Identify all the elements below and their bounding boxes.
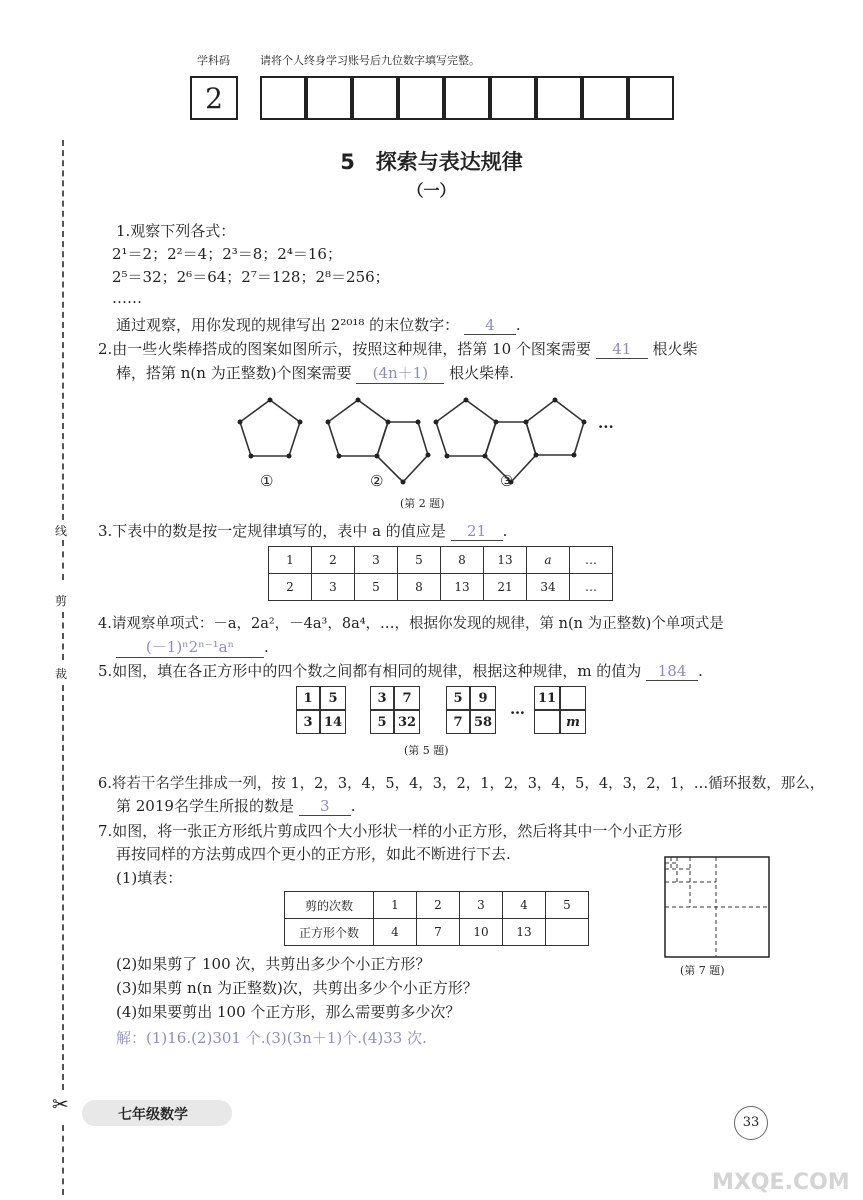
square-cell: 32 <box>394 710 420 734</box>
square-cell <box>534 710 560 734</box>
table-cell: 13 <box>441 574 484 601</box>
q2-answer2[interactable]: (4n＋1) <box>356 362 444 384</box>
table-cell: 3 <box>355 547 398 574</box>
square-cell: 9 <box>470 686 496 710</box>
q7-solution: 解：(1)16.(2)301 个.(3)(3n＋1)个.(4)33 次. <box>116 1029 427 1047</box>
table-header-cell: 1 <box>374 892 417 919</box>
digit-box[interactable] <box>260 76 306 120</box>
digit-box[interactable] <box>352 76 398 120</box>
q7-caption: (第 7 题) <box>680 964 725 977</box>
square-cell: 5 <box>370 710 394 734</box>
q5-text-end: . <box>698 662 703 680</box>
square-cell: 7 <box>394 686 420 710</box>
q2-answer1[interactable]: 41 <box>596 340 648 359</box>
margin-mark-cut: 剪 <box>55 594 68 608</box>
q2-text3: 棒，搭第 n(n 为正整数)个图案需要 <box>116 364 352 382</box>
scissors-icon: ✂ <box>52 1092 69 1116</box>
q7-sub1: (1)填表： <box>116 869 183 887</box>
digit-box[interactable] <box>444 76 490 120</box>
margin-mark-line: 线 <box>55 524 68 538</box>
square-cell: 5 <box>446 686 470 710</box>
q1-stem: 1.观察下列各式： <box>116 222 236 240</box>
table-cell: 21 <box>484 574 527 601</box>
square-cell <box>560 686 586 710</box>
q2-caption: (第 2 题) <box>400 497 445 510</box>
digit-box[interactable] <box>398 76 444 120</box>
margin-mark-trim: 裁 <box>55 667 68 681</box>
q6-text: 第 2019名学生所报的数是 <box>116 797 294 815</box>
q5-caption: (第 5 题) <box>404 744 449 757</box>
q2-text2: 根火柴 <box>652 340 698 358</box>
q7-line2: 再按同样的方法剪成四个更小的正方形，如此不断进行下去. <box>116 845 511 863</box>
matchstick-figures <box>230 380 630 485</box>
digit-box[interactable] <box>628 76 674 120</box>
square-cell: 14 <box>320 710 346 734</box>
table-cell: 8 <box>398 574 441 601</box>
q2-label-1: ① <box>260 472 274 490</box>
table-cell: 4 <box>374 919 417 946</box>
q6-answer[interactable]: 3 <box>299 797 351 816</box>
q2-text1: 2.由一些火柴棒搭成的图案如图所示，按照这种规律，搭第 10 个图案需要 <box>98 340 591 358</box>
account-instruction: 请将个人终身学习账号后九位数字填写完整。 <box>260 54 480 67</box>
q7-sub3: (3)如果剪 n(n 为正整数)次，共剪出多少个小正方形？ <box>116 979 478 997</box>
q3-stem <box>98 520 507 541</box>
q4-stem: 4.请观察单项式：－a，2a²，－4a³，8a⁴，…，根据你发现的规律，第 n(n 为正整数)个单项式是 <box>98 616 724 632</box>
table-cell: 正方形个数 <box>285 919 374 946</box>
q7-table <box>284 891 589 946</box>
square-cell: 11 <box>534 686 560 710</box>
table-cell: 13 <box>484 547 527 574</box>
q1-ask-text: 通过观察，用你发现的规律写出 2²⁰¹⁸ 的末位数字： <box>116 316 460 334</box>
pentagon-figure-3 <box>436 400 584 482</box>
q3-answer[interactable]: 21 <box>451 522 503 541</box>
footer-book-title: 七年级数学 <box>118 1107 188 1123</box>
square-cell: 3 <box>370 686 394 710</box>
table-row <box>269 574 613 601</box>
table-cell[interactable] <box>546 919 589 946</box>
q3-text: 3.下表中的数是按一定规律填写的，表中 a 的值应是 <box>98 522 446 540</box>
q5-ellipsis: … <box>510 700 525 718</box>
page-title: 5 探索与表达规律 <box>340 150 523 174</box>
q5-stem <box>98 660 703 681</box>
q6-line1: 6.将若干名学生排成一列，按 1，2，3，4，5，4，3，2，1，2，3，4，5，4，3，2，1，…循环报数，那么， <box>98 776 825 792</box>
digit-box[interactable] <box>490 76 536 120</box>
cut-line <box>62 1125 64 1195</box>
table-cell: 7 <box>417 919 460 946</box>
q5-text: 5.如图，填在各正方形中的四个数之间都有相同的规律，根据这种规律，m 的值为 <box>98 662 642 680</box>
subject-code-label: 学科码 <box>197 54 230 67</box>
page-number: 33 <box>734 1106 768 1140</box>
table-header-cell: 5 <box>546 892 589 919</box>
q4-end: . <box>264 638 269 656</box>
table-header-cell: 4 <box>503 892 546 919</box>
q2-text4: 根火柴棒. <box>449 364 514 382</box>
digit-box[interactable] <box>582 76 628 120</box>
q1-line1: 2¹＝2；2²＝4；2³＝8；2⁴＝16； <box>112 245 342 263</box>
square-cell: 1 <box>296 686 320 710</box>
table-cell: 2 <box>269 574 312 601</box>
pentagon-figure-2 <box>328 400 428 482</box>
table-cell: 8 <box>441 547 484 574</box>
table-cell: … <box>570 574 613 601</box>
table-cell: 10 <box>460 919 503 946</box>
watermark: MXQE.COM <box>712 1170 850 1195</box>
q1-ask <box>116 314 521 335</box>
table-cell: 5 <box>355 574 398 601</box>
table-row <box>285 892 589 919</box>
square-cell: m <box>560 710 586 734</box>
q3-table <box>268 546 613 601</box>
pentagon-figure-1 <box>240 400 300 456</box>
table-cell: 5 <box>398 547 441 574</box>
table-row <box>285 919 589 946</box>
q3-text-end: . <box>502 522 508 540</box>
subject-code-box[interactable]: 2 <box>190 76 238 120</box>
q2-label-2: ② <box>370 472 384 490</box>
q4-answer-line <box>116 636 269 658</box>
table-cell: … <box>570 547 613 574</box>
q7-sub4: (4)如果要剪出 100 个正方形，那么需要剪多少次？ <box>116 1003 461 1021</box>
page-subtitle: （一） <box>407 181 456 200</box>
table-header-cell: 3 <box>460 892 503 919</box>
digit-box[interactable] <box>306 76 352 120</box>
table-cell: 2 <box>312 547 355 574</box>
table-cell: 3 <box>312 574 355 601</box>
q1-answer[interactable]: 4 <box>464 316 516 335</box>
q6-line2 <box>116 795 356 816</box>
square-cell: 58 <box>470 710 496 734</box>
q7-sub2: (2)如果剪了 100 次，共剪出多少个小正方形？ <box>116 955 431 973</box>
digit-box[interactable] <box>536 76 582 120</box>
square-cell: 5 <box>320 686 346 710</box>
q2-line1 <box>98 338 698 359</box>
q1-line2: 2⁵＝32；2⁶＝64；2⁷＝128；2⁸＝256； <box>112 268 390 286</box>
q4-answer[interactable]: (－1)ⁿ2ⁿ⁻¹aⁿ <box>116 636 264 658</box>
cut-line <box>62 540 64 580</box>
q7-line1: 7.如图，将一张正方形纸片剪成四个大小形状一样的小正方形，然后将其中一个小正方形 <box>98 822 683 840</box>
table-cell: 13 <box>503 919 546 946</box>
q6-text-end: . <box>350 797 356 815</box>
table-cell: 1 <box>269 547 312 574</box>
cut-line <box>62 140 64 520</box>
q1-line3: …… <box>112 289 142 307</box>
square-cell: 7 <box>446 710 470 734</box>
q2-label-3: ③ <box>500 472 514 490</box>
q5-answer[interactable]: 184 <box>646 662 698 681</box>
q1-ask-end: . <box>515 316 521 334</box>
cut-line <box>62 685 64 1090</box>
table-row <box>269 547 613 574</box>
q2-ellipsis: ··· <box>598 418 614 436</box>
square-cell: 3 <box>296 710 320 734</box>
table-cell: 34 <box>527 574 570 601</box>
cut-line <box>62 612 64 660</box>
q7-square-figure <box>664 856 770 958</box>
table-header-cell: 2 <box>417 892 460 919</box>
table-header-cell: 剪的次数 <box>285 892 374 919</box>
table-cell: a <box>527 547 570 574</box>
